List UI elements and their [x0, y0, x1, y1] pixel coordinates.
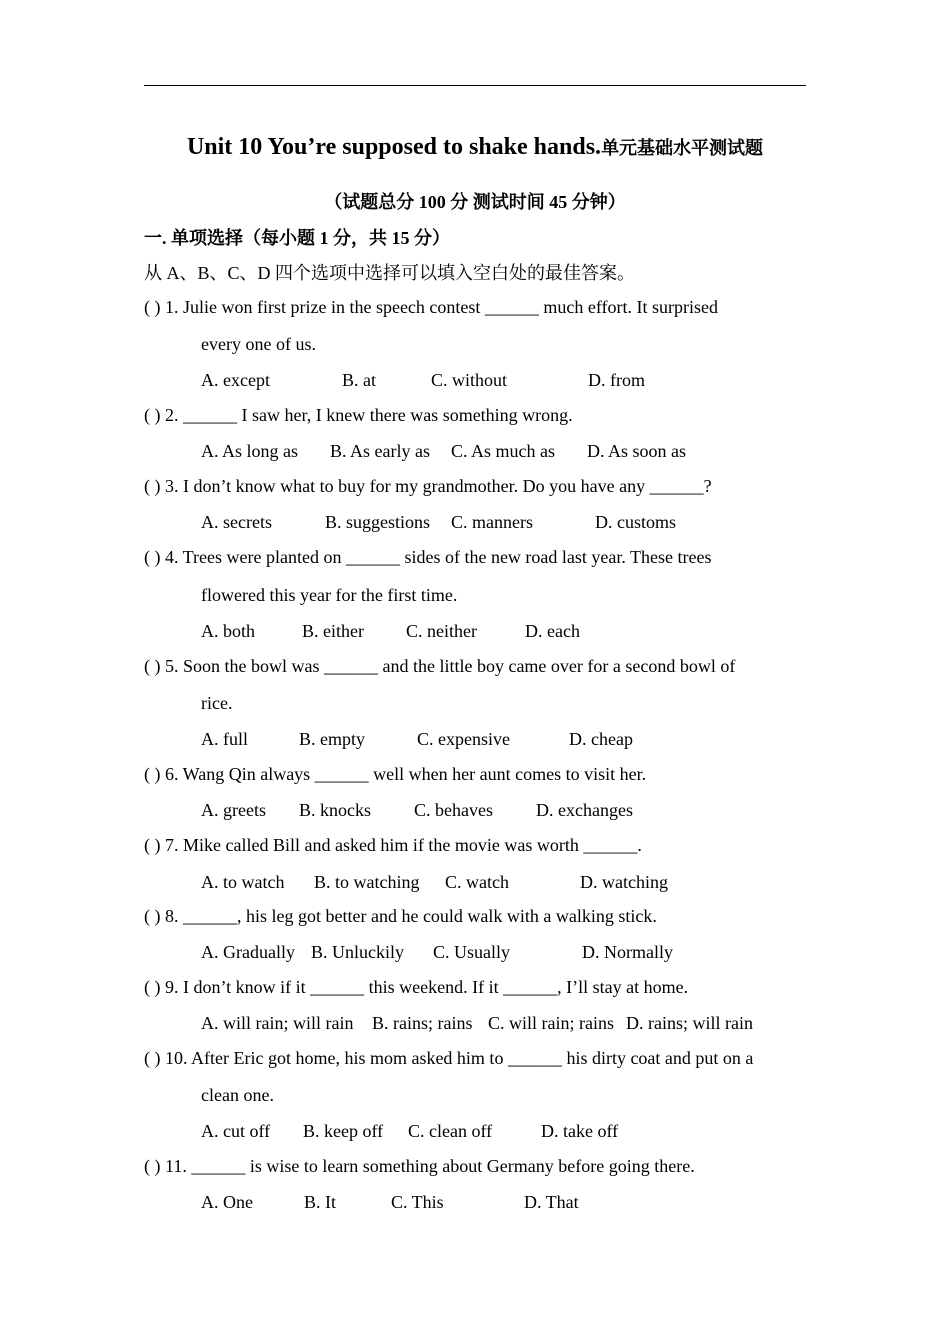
question-11: ( ) 11. ______ is wise to learn something about Germany before going there. — [144, 1156, 695, 1176]
option-d: D. That — [524, 1192, 579, 1212]
option-d: D. take off — [541, 1121, 619, 1141]
option-c: C. watch — [445, 872, 509, 892]
option-a: A. Gradually — [201, 942, 295, 962]
option-a: A. full — [201, 729, 248, 749]
question-8: ( ) 8. ______, his leg got better and he could walk with a walking stick. — [144, 906, 657, 926]
question-4: ( ) 4. Trees were planted on ______ sides of the new road last year. These trees — [144, 547, 712, 567]
option-b: B. to watching — [314, 872, 420, 892]
question-6: ( ) 6. Wang Qin always ______ well when her aunt comes to visit her. — [144, 764, 647, 784]
section-heading: 一. 单项选择（每小题 1 分，共 15 分） — [144, 228, 450, 248]
document-subtitle: （试题总分 100 分 测试时间 45 分钟） — [324, 192, 626, 212]
option-b: B. As early as — [330, 441, 430, 461]
question-5: ( ) 5. Soon the bowl was ______ and the little boy came over for a second bowl of — [144, 656, 736, 676]
question-4-continued: flowered this year for the first time. — [201, 585, 458, 605]
option-c: C. As much as — [451, 441, 556, 461]
section-instruction: 从 A、B、C、D 四个选项中选择可以填入空白处的最佳答案。 — [144, 263, 636, 283]
option-d: D. As soon as — [587, 441, 687, 461]
option-b: B. Unluckily — [311, 942, 404, 962]
option-b: B. It — [304, 1192, 337, 1212]
question-10: ( ) 10. After Eric got home, his mom asked him to ______ his dirty coat and put on a — [144, 1048, 754, 1068]
option-b: B. suggestions — [325, 512, 431, 532]
option-a: A. to watch — [201, 872, 285, 892]
option-a: A. except — [201, 370, 270, 390]
option-d: D. Normally — [582, 942, 673, 962]
option-a: A. As long as — [201, 441, 299, 461]
option-c: C. manners — [451, 512, 533, 532]
option-a: A. cut off — [201, 1121, 271, 1141]
option-d: D. exchanges — [536, 800, 633, 820]
option-c: C. Usually — [433, 942, 511, 962]
question-1-continued: every one of us. — [201, 334, 316, 354]
option-c: C. without — [431, 370, 508, 390]
question-5-continued: rice. — [201, 693, 233, 713]
title-english: Unit 10 You’re supposed to shake hands. — [186, 134, 602, 160]
option-a: A. secrets — [201, 512, 272, 532]
question-9: ( ) 9. I don’t know if it ______ this weekend. If it ______, I’ll stay at home. — [144, 977, 689, 997]
option-a: A. will rain; will rain — [201, 1013, 354, 1033]
option-c: C. behaves — [414, 800, 493, 820]
title-chinese: 单元基础水平测试题 — [601, 138, 764, 159]
option-d: D. cheap — [569, 729, 633, 749]
option-c: C. neither — [406, 621, 477, 641]
option-d: D. rains; will rain — [626, 1013, 753, 1033]
option-a: A. One — [201, 1192, 253, 1212]
option-a: A. greets — [201, 800, 266, 820]
option-d: D. from — [588, 370, 645, 390]
question-2: ( ) 2. ______ I saw her, I knew there was something wrong. — [144, 405, 573, 425]
option-c: C. expensive — [417, 729, 510, 749]
option-d: D. watching — [580, 872, 668, 892]
option-d: D. customs — [595, 512, 676, 532]
option-c: C. will rain; rains — [488, 1013, 614, 1033]
question-7: ( ) 7. Mike called Bill and asked him if the movie was worth ______. — [144, 835, 642, 855]
header-rule — [144, 85, 806, 86]
option-b: B. at — [342, 370, 376, 390]
question-10-continued: clean one. — [201, 1085, 274, 1105]
option-d: D. each — [525, 621, 580, 641]
option-b: B. empty — [299, 729, 365, 749]
option-b: B. knocks — [299, 800, 371, 820]
question-1: ( ) 1. Julie won first prize in the speech contest ______ much effort. It surprised — [144, 297, 719, 317]
document-title — [0, 134, 950, 161]
option-c: C. This — [391, 1192, 444, 1212]
option-b: B. rains; rains — [372, 1013, 473, 1033]
option-b: B. either — [302, 621, 364, 641]
option-b: B. keep off — [303, 1121, 384, 1141]
option-a: A. both — [201, 621, 255, 641]
option-c: C. clean off — [408, 1121, 493, 1141]
question-3: ( ) 3. I don’t know what to buy for my grandmother. Do you have any ______? — [144, 476, 712, 496]
